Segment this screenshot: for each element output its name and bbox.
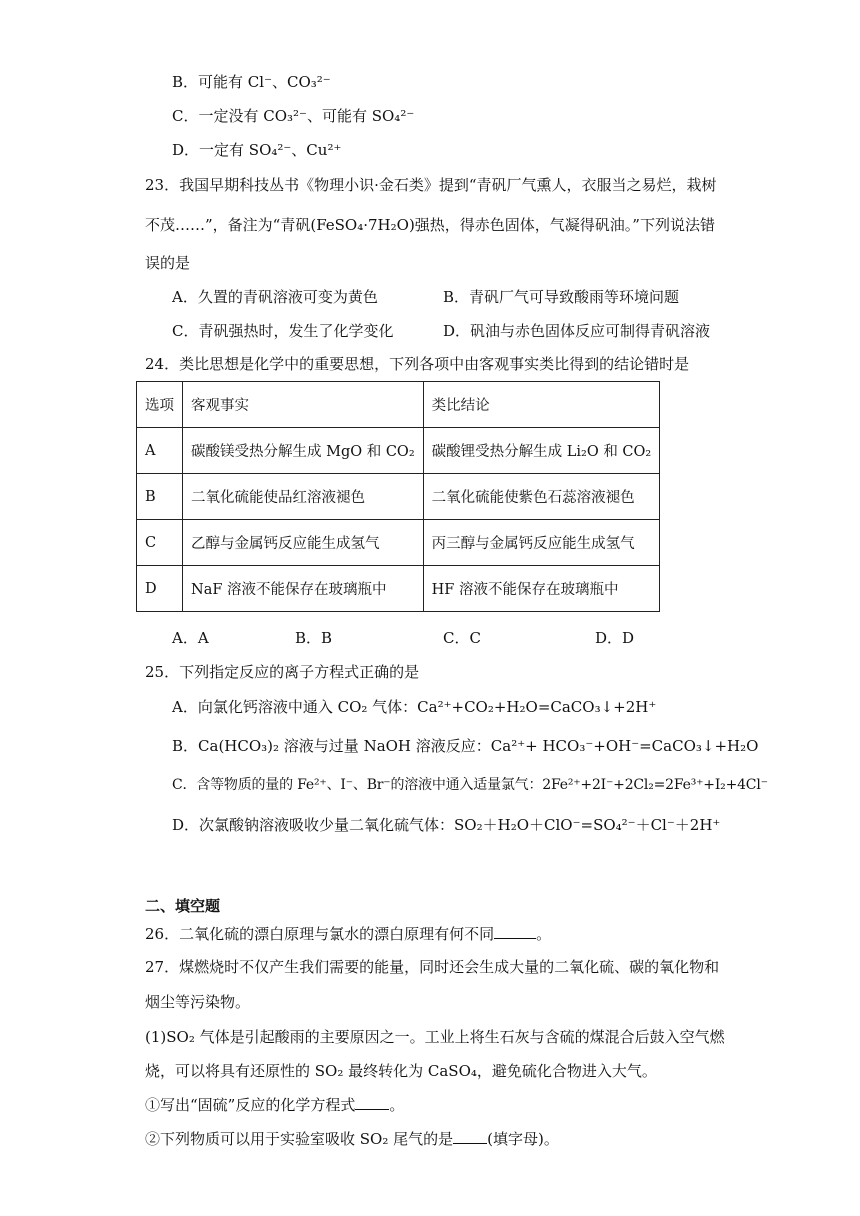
table-cell: C: [137, 520, 183, 566]
table-row: [137, 566, 660, 612]
q27-stem-line1: 27．煤燃烧时不仅产生我们需要的能量，同时还会生成大量的二氧化硫、碳的氧化物和: [145, 958, 720, 976]
answer-blank[interactable]: [494, 924, 536, 939]
q27-sub1-end: 。: [389, 1096, 405, 1114]
q27-sub2-end: (填字母)。: [487, 1130, 559, 1148]
q24-option-d: D．D: [595, 629, 635, 647]
q22-option-d: D．一定有 SO₄²⁻、Cu²⁺: [172, 141, 342, 159]
table-cell: 碳酸镁受热分解生成 MgO 和 CO₂: [183, 428, 424, 474]
table-row: [137, 520, 660, 566]
table-row: [137, 428, 660, 474]
q26-text: 26．二氧化硫的漂白原理与氯水的漂白原理有何不同: [145, 925, 495, 943]
table-cell: 二氧化硫能使紫色石蕊溶液褪色: [423, 474, 660, 520]
q25-option-a: A．向氯化钙溶液中通入 CO₂ 气体：Ca²⁺+CO₂+H₂O=CaCO₃↓+2H⁺: [172, 698, 657, 716]
table-header-cell: 类比结论: [423, 382, 660, 428]
q25-option-d: D．次氯酸钠溶液吸收少量二氧化硫气体：SO₂＋H₂O＋ClO⁻=SO₄²⁻＋Cl⁻＋2H⁺: [172, 816, 721, 834]
q24-option-c: C．C: [443, 629, 481, 647]
q26-line: [145, 924, 551, 944]
q27-sub1-text: ①写出“固硫”反应的化学方程式: [145, 1096, 356, 1114]
q23-stem-line1: 23．我国早期科技丛书《物理小识·金石类》提到“青矾厂气熏人，衣服当之易烂，栽树: [145, 176, 717, 194]
q27-stem-line2: 烟尘等污染物。: [145, 993, 251, 1011]
q23-stem-line2: 不茂……”，备注为“青矾(FeSO₄·7H₂O)强热，得赤色固体，气凝得矾油。”下列说法错: [145, 216, 715, 234]
q25-option-c: C．含等物质的量的 Fe²⁺、I⁻、Br⁻的溶液中通入适量氯气：2Fe²⁺+2I⁻+2Cl₂=2Fe³⁺+I₂+4Cl⁻: [172, 777, 768, 793]
q27-part1-line2: 烧，可以将具有还原性的 SO₂ 最终转化为 CaSO₄，避免硫化合物进入大气。: [145, 1062, 657, 1080]
answer-blank[interactable]: [355, 1095, 389, 1110]
table-header-row: [137, 382, 660, 428]
q25-option-b: B．Ca(HCO₃)₂ 溶液与过量 NaOH 溶液反应：Ca²⁺+ HCO₃⁻+OH⁻=CaCO₃↓+H₂O: [172, 737, 759, 755]
table-cell: 二氧化硫能使品红溶液褪色: [183, 474, 424, 520]
table-cell: D: [137, 566, 183, 612]
answer-blank[interactable]: [453, 1129, 487, 1144]
q24-option-a: A．A: [172, 629, 209, 647]
table-cell: 乙醇与金属钙反应能生成氢气: [183, 520, 424, 566]
table-cell: A: [137, 428, 183, 474]
table-header-cell: 选项: [137, 382, 183, 428]
q27-part1-line1: (1)SO₂ 气体是引起酸雨的主要原因之一。工业上将生石灰与含硫的煤混合后鼓入空气燃: [145, 1028, 725, 1046]
section-title: 二、填空题: [145, 897, 221, 915]
q25-stem: 25．下列指定反应的离子方程式正确的是: [145, 663, 420, 681]
table-cell: NaF 溶液不能保存在玻璃瓶中: [183, 566, 424, 612]
q24-table: [136, 381, 660, 612]
q23-option-d: D．矾油与赤色固体反应可制得青矾溶液: [443, 322, 711, 340]
table-cell: 丙三醇与金属钙反应能生成氢气: [423, 520, 660, 566]
q26-end: 。: [536, 925, 552, 943]
q27-sub1-line: [145, 1095, 404, 1115]
q24-stem: 24．类比思想是化学中的重要思想，下列各项中由客观事实类比得到的结论错时是: [145, 355, 690, 373]
table-cell: HF 溶液不能保存在玻璃瓶中: [423, 566, 660, 612]
q22-option-b: B．可能有 Cl⁻、CO₃²⁻: [172, 73, 331, 91]
q23-stem-line3: 误的是: [145, 254, 191, 272]
q23-option-a: A．久置的青矾溶液可变为黄色: [172, 288, 378, 306]
table-header-cell: 客观事实: [183, 382, 424, 428]
q23-option-c: C．青矾强热时，发生了化学变化: [172, 322, 394, 340]
table-row: [137, 474, 660, 520]
table-cell: B: [137, 474, 183, 520]
q27-sub2-line: [145, 1129, 559, 1149]
q22-option-c: C．一定没有 CO₃²⁻、可能有 SO₄²⁻: [172, 107, 415, 125]
q23-option-b: B．青矾厂气可导致酸雨等环境问题: [443, 288, 680, 306]
q24-option-b: B．B: [295, 629, 333, 647]
table-cell: 碳酸锂受热分解生成 Li₂O 和 CO₂: [423, 428, 660, 474]
q27-sub2-text: ②下列物质可以用于实验室吸收 SO₂ 尾气的是: [145, 1130, 454, 1148]
